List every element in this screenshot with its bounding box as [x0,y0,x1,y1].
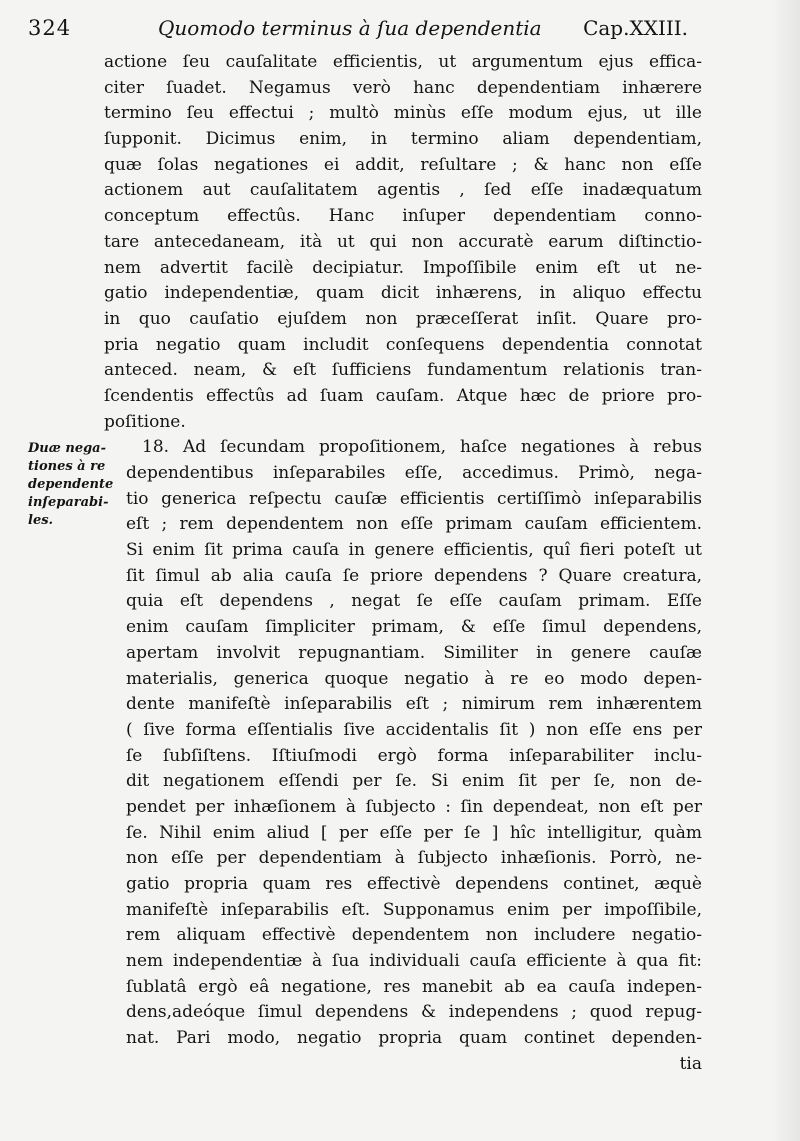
text-line: tare antecedaneam, ità ut qui non accuratè earum diſtinctio- [104,231,702,252]
margin-note-line: tiones à re [28,459,106,474]
text-line: ſe ſubſiſtens. Iſtiuſmodi ergò forma inſeparabiliter inclu- [126,745,702,766]
text-line: anteced. neam, & eſt ſufficiens fundamentum relationis tran- [104,360,702,381]
text-line: ſublatâ ergò eâ negatione, res manebit ab ea cauſa indepen- [126,976,702,997]
text-line: materialis, generica quoque negatio à re eo modo depen- [126,668,702,689]
text-line: rem aliquam effectivè dependentem non includere negatio- [126,925,702,946]
text-line: dit negationem eſſendi per ſe. Si enim ſit per ſe, non de- [126,771,702,792]
page-number: 324 [28,16,72,40]
text-line: ſcendentis effectûs ad ſuam cauſam. Atque hæc de priore pro- [104,385,702,406]
text-line: in quo cauſatio ejuſdem non præceſſerat inſit. Quare pro- [104,308,702,329]
text-line: ſupponit. Dicimus enim, in termino aliam dependentiam, [104,129,702,150]
page-header [28,14,688,48]
text-line: nat. Pari modo, negatio propria quam continet dependen- [126,1028,702,1049]
text-line: manifeſtè inſeparabilis eſt. Supponamus enim per impoſſibile, [126,899,702,920]
text-line: ſit ſimul ab alia cauſa ſe priore dependens ? Quare creatura, [126,565,702,586]
text-line: termino ſeu effectui ; multò minùs eſſe modum ejus, ut ille [104,103,702,124]
text-line: non eſſe per dependentiam à ſubjecto inhæſionis. Porrò, ne- [126,848,702,869]
text-line: conceptum effectûs. Hanc inſuper dependentiam conno- [104,206,702,227]
text-line: dente manifeſtè inſeparabilis eſt ; nimirum rem inhærentem [126,694,702,715]
text-line: ( ſive forma eſſentialis ſive accidentalis ſit ) non eſſe ens per [126,719,702,740]
text-line: gatio propria quam res effectivè dependens continet, æquè [126,874,702,894]
text-line: pria negatio quam includit conſequens dependentia connotat [104,334,702,355]
chapter-heading: Cap.XXIII. [583,16,688,40]
text-line: enim cauſam ſimpliciter primam, & eſſe ſimul dependens, [126,617,702,638]
text-line: ſe. Nihil enim aliud [ per eſſe per ſe ] hîc intelligitur, quàm [126,822,702,843]
bleed-through-mark [4,150,84,220]
catchword: tia [679,1053,702,1074]
text-line: actione ſeu cauſalitate efficientis, ut argumentum ejus effica- [104,52,702,72]
text-line: dependentibus inſeparabiles eſſe, accedimus. Primò, nega- [126,463,702,483]
margin-note-line: dependente [28,477,114,492]
text-line: Si enim ſit prima cauſa in genere efficientis, quî fieri poteſt ut [126,540,702,561]
text-line: nem advertit facilè decipiatur. Impoſſibile enim eſt ut ne- [104,257,702,278]
running-title: Quomodo terminus à ſua dependentia [158,16,542,40]
text-line: gatio independentiæ, quam dicit inhærens, in aliquo effectu [104,283,702,304]
paragraph-start: 18. Ad ſecundam propoſitionem, haſce negationes à rebus [142,437,702,458]
text-line: quia eſt dependens , negat ſe eſſe cauſam primam. Eſſe [126,591,702,612]
text-line: citer ſuadet. Negamus verò hanc dependentiam inhærere [104,77,702,98]
text-line: tio generica reſpectu cauſæ efficientis certiſſimò inſeparabilis [126,488,702,509]
text-line: actionem aut cauſalitatem agentis , ſed eſſe inadæquatum [104,180,702,201]
margin-note-line: Duæ nega- [28,441,106,456]
text-line: pendet per inhæſionem à ſubjecto : ſin dependeat, non eſt per [126,796,702,817]
body-text [104,50,702,1078]
text-line: poſitione. [104,411,186,432]
text-line: dens,adeóque ſimul dependens & independens ; quod repug- [126,1002,702,1023]
text-line: quæ ſolas negationes ei addit, reſultare ; & hanc non eſſe [104,154,702,175]
margin-note-line: inſeparabi- [28,495,109,510]
text-line: nem independentiæ à ſua individuali cauſa efficiente à qua fit: [126,951,702,972]
text-line: eſt ; rem dependentem non eſſe primam cauſam efficientem. [126,514,702,535]
text-line: apertam involvit repugnantiam. Similiter in genere cauſæ [126,642,702,663]
margin-note-line: les. [28,513,54,528]
